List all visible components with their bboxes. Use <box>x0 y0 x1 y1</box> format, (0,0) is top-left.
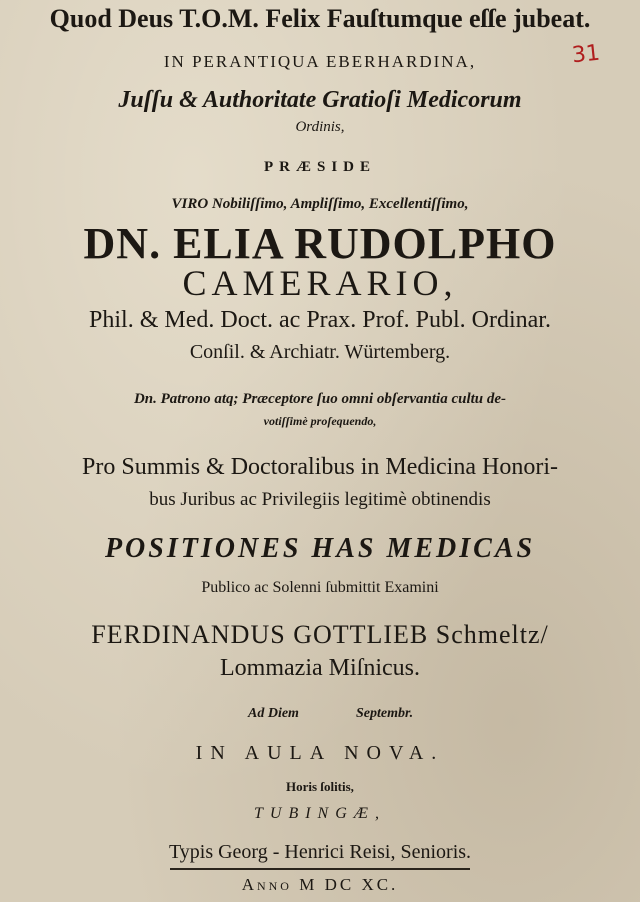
venue-line: IN AULA NOVA. <box>195 742 445 764</box>
praeses-titles: Phil. & Med. Doct. ac Prax. Prof. Publ. Ordinar. <box>89 307 551 333</box>
purpose-line-2: bus Juribus ac Privilegiis legitimè obtinendis <box>149 489 491 510</box>
hours-line: Horis ſolitis, <box>286 779 354 794</box>
examini-line: Publico ac Solenni ſubmittit Examini <box>201 579 439 596</box>
place-line: TUBINGÆ, <box>253 805 386 822</box>
respondent-name: FERDINANDUS GOTTLIEB Schmeltz/ <box>91 620 549 649</box>
dedication-line-2: votiſſimè proſequendo, <box>263 414 377 428</box>
date-label: Ad Diem <box>248 706 299 721</box>
respondent-origin: Lommazia Miſnicus. <box>220 655 420 681</box>
handwritten-number: 31 <box>570 40 602 69</box>
date-month: Septembr. <box>356 706 414 721</box>
invocation-line: Quod Deus T.O.M. Felix Fauſtumque eſſe jubeat. <box>49 4 591 33</box>
praeses-name: DN. ELIA RUDOLPHO <box>83 219 557 268</box>
purpose-line-1: Pro Summis & Doctoralibus in Medicina Honori- <box>82 454 558 480</box>
year-line: Anno M DC XC. <box>241 875 399 894</box>
praeses-surname: CAMERARIO, <box>182 263 458 303</box>
praeses-offices: Conſil. & Archiatr. Würtemberg. <box>189 341 451 363</box>
separator-rule <box>170 868 470 870</box>
ordinis-line: Ordinis, <box>295 119 345 135</box>
positiones-line: POSITIONES HAS MEDICAS <box>104 533 536 564</box>
printer-line: Typis Georg - Henrici Reisi, Senioris. <box>168 841 472 863</box>
dedication-line-1: Dn. Patrono atq; Præceptore ſuo omni obſervantia cultu de- <box>133 391 507 407</box>
praeside-line: PRÆSIDE <box>263 159 376 175</box>
university-line: IN PERANTIQUA EBERHARDINA, <box>163 52 477 71</box>
viro-line: VIRO Nobiliſſimo, Ampliſſimo, Excellentiſſimo, <box>171 196 469 212</box>
authority-line: Juſſu & Authoritate Gratioſi Medicorum <box>118 87 522 113</box>
